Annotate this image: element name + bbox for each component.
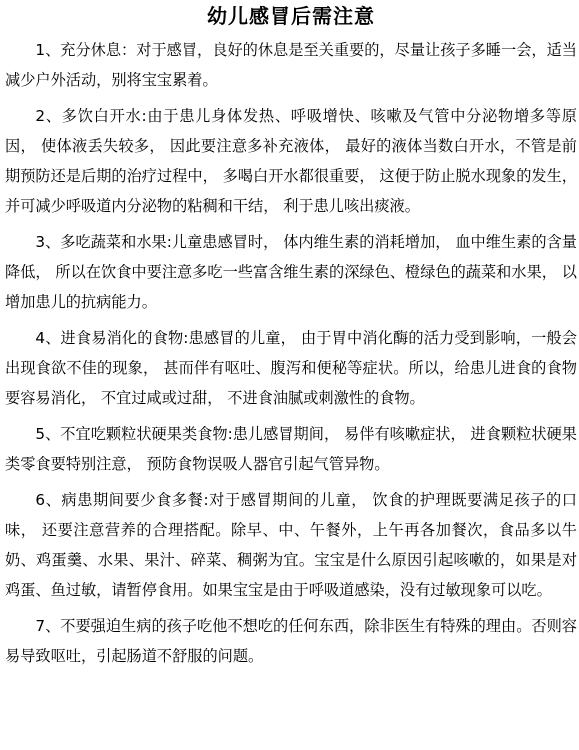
paragraph-digestible-food: 4、进食易消化的食物:患感冒的儿童， 由于胃中消化酶的活力受到影响，一般会出现食欲不佳的现象， 甚而伴有呕吐、腹泻和便秘等症状。所以，给患儿进食的食物要容易消化， 不宜过咸或过甜， 不进食油腻或刺激性的食物。 [5,329,577,407]
document-title: 幼儿感冒后需注意 [207,4,375,28]
paragraph-rest: 1、充分休息：对于感冒，良好的休息是至关重要的，尽量让孩子多睡一会，适当减少户外活动，别将宝宝累着。 [5,41,577,89]
paragraph-small-meals: 6、病患期间要少食多餐:对于感冒期间的儿童， 饮食的护理既要满足孩子的口味， 还要注意营养的合理搭配。除早、中、午餐外，上午再各加餐次，食品多以牛奶、鸡蛋羹、水果、果汁、碎菜、稠粥为宜。宝宝是什么原因引起咳嗽的，如果是对鸡蛋、鱼过敏，请暂停食用。如果宝宝是由于呼吸道感染，没有过敏现象可以吃。 [5,491,577,599]
paragraph-no-forcing: 7、不要强迫生病的孩子吃他不想吃的任何东西，除非医生有特殊的理由。否则容易导致呕吐，引起肠道不舒服的问题。 [5,617,577,665]
paragraph-vegetables: 3、多吃蔬菜和水果:儿童患感冒时， 体内维生素的消耗增加， 血中维生素的含量降低， 所以在饮食中要注意多吃一些富含维生素的深绿色、橙绿色的蔬菜和水果， 以增加患儿的抗病能力。 [5,233,577,311]
paragraph-no-nuts: 5、不宜吃颗粒状硬果类食物:患儿感冒期间， 易伴有咳嗽症状， 进食颗粒状硬果类零食要特别注意， 预防食物误吸人器官引起气管异物。 [5,425,577,473]
paragraph-water: 2、多饮白开水:由于患儿身体发热、呼吸增快、咳嗽及气管中分泌物增多等原因， 使体液丢失较多， 因此要注意多补充液体， 最好的液体当数白开水，不管是前期预防还是后期的治疗过程中， 多喝白开水都很重要， 这便于防止脱水现象的发生， 并可减少呼吸道内分泌物的粘稠和干结， 利于患儿咳出痰液。 [5,107,577,215]
